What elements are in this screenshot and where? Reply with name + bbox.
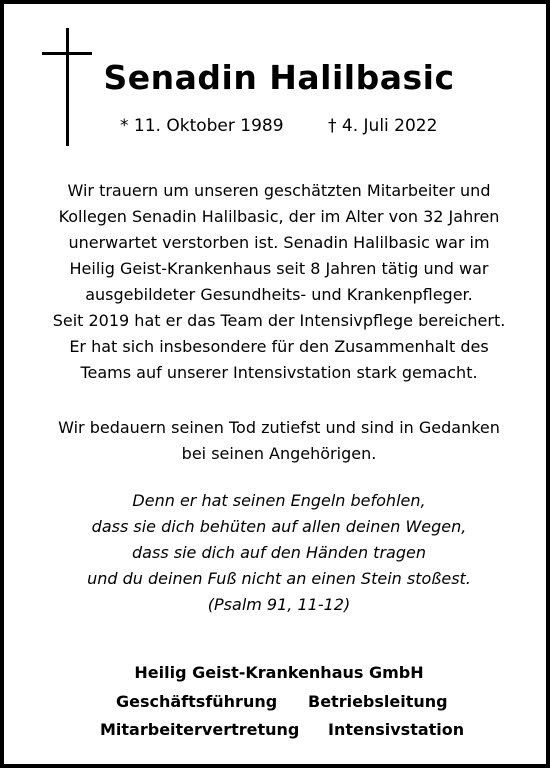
verse-line: Denn er hat seinen Engeln befohlen, <box>132 491 426 510</box>
deceased-name: Senadin Halilbasic <box>103 58 455 97</box>
condolence-paragraph <box>24 415 534 467</box>
signature-organization: Heilig Geist-Krankenhaus GmbH <box>134 663 424 682</box>
signature-management: Geschäftsführung <box>116 692 278 711</box>
tribute-line: Heilig Geist-Krankenhaus seit 8 Jahren tätig und war <box>69 259 489 278</box>
verse-line: dass sie dich auf den Händen tragen <box>132 543 426 562</box>
signature-staff-council: Mitarbeitervertretung <box>100 720 300 739</box>
tribute-line: ausgebildeter Gesundheits- und Krankenpfleger. <box>85 285 473 304</box>
tribute-line: Teams auf unserer Intensivstation stark gemacht. <box>80 363 478 382</box>
tribute-line: Seit 2019 hat er das Team der Intensivpflege bereichert. <box>52 311 506 330</box>
condolence-line: Wir bedauern seinen Tod zutiefst und sind in Gedanken <box>58 418 500 437</box>
condolence-line: bei seinen Angehörigen. <box>181 444 377 463</box>
tribute-line: Kollegen Senadin Halilbasic, der im Alter von 32 Jahren <box>58 207 500 226</box>
verse-reference: (Psalm 91, 11-12) <box>207 595 351 614</box>
signature-icu: Intensivstation <box>328 720 465 739</box>
verse-line: dass sie dich behüten auf allen deinen Wegen, <box>91 517 467 536</box>
verse-line: und du deinen Fuß nicht an einen Stein stoßest. <box>87 569 471 588</box>
tribute-line: Wir trauern um unseren geschätzten Mitarbeiter und <box>67 181 491 200</box>
death-date: † 4. Juli 2022 <box>328 116 438 136</box>
tribute-line: Er hat sich insbesondere für den Zusammenhalt des <box>69 337 489 356</box>
obituary-notice <box>4 4 546 764</box>
tribute-paragraph <box>24 178 534 386</box>
signature-operations: Betriebsleitung <box>308 692 448 711</box>
psalm-verse <box>24 488 534 618</box>
birth-date: * 11. Oktober 1989 <box>120 116 284 136</box>
tribute-line: unerwartet verstorben ist. Senadin Halilbasic war im <box>68 233 490 252</box>
